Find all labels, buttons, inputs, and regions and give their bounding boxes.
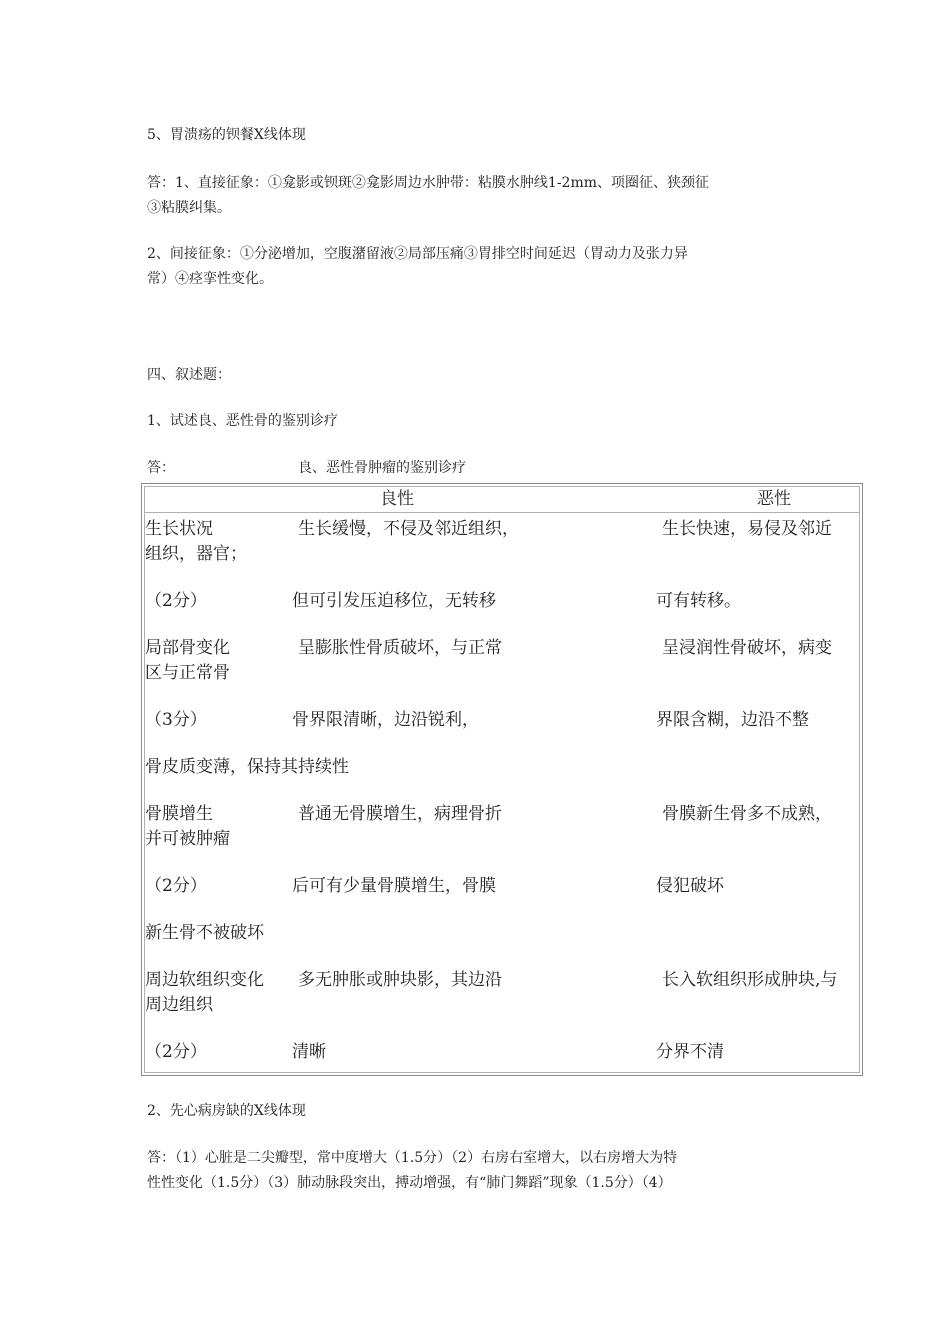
header-benign: 良性 [380,489,414,509]
indirect-signs-line1: 2、间接征象：①分泌增加，空腹潴留液②局部压痛③胃排空时间延迟（胃动力及张力异 [147,246,688,262]
growth-benign-2: 但可引发压迫移位，无转移 [292,591,496,611]
soft-tissue-label: 周边软组织变化 [145,970,264,990]
question1-title: 1、试述良、恶性骨的鉴别诊疗 [147,413,338,429]
soft-tissue-malignant: 长入软组织形成肿块,与 [662,970,838,990]
answer-label: 答： [147,460,175,476]
bone-continuation-2: 骨皮质变薄，保持其持续性 [145,757,349,777]
soft-tissue-continuation: 周边组织 [145,995,213,1015]
growth-score: （2分） [145,591,207,611]
table-header-divider [144,512,860,513]
growth-benign: 生长缓慢，不侵及邻近组织， [298,519,519,539]
indirect-signs-line2: 常）④痉挛性变化。 [147,271,273,287]
soft-tissue-score: （2分） [145,1042,207,1062]
periosteal-continuation-2: 新生骨不被破坏 [145,923,264,943]
question2-answer-line2: 性性变化（1.5分）（3）肺动脉段突出，搏动增强，有“肺门舞蹈”现象（1.5分）（4） [147,1175,672,1191]
table-caption: 良、恶性骨肿瘤的鉴别诊疗 [298,460,466,476]
bone-continuation: 区与正常骨 [145,663,230,683]
direct-signs-line1: 答：1、直接征象：①龛影或钡斑②龛影周边水肿带：粘膜水肿线1-2mm、项圈征、狭颈征 [147,175,710,191]
growth-label: 生长状况 [145,519,213,539]
question2-title: 2、先心病房缺的X线体现 [147,1103,306,1119]
periosteal-benign-2: 后可有少量骨膜增生，骨膜 [292,876,496,896]
growth-malignant: 生长快速，易侵及邻近 [662,519,832,539]
section5-title: 5、胃溃疡的钡餐X线体现 [147,127,306,143]
periosteal-label: 骨膜增生 [145,804,213,824]
periosteal-score: （2分） [145,876,207,896]
header-malignant: 恶性 [757,489,791,509]
soft-tissue-benign: 多无肿胀或肿块影，其边沿 [298,970,502,990]
growth-malignant-2: 可有转移。 [656,591,741,611]
growth-continuation: 组织，器官； [145,544,247,564]
bone-score: （3分） [145,710,207,730]
part4-heading: 四、叙述题： [147,367,231,383]
bone-benign: 呈膨胀性骨质破坏，与正常 [298,638,502,658]
bone-malignant-2: 界限含糊，边沿不整 [656,710,809,730]
bone-malignant: 呈浸润性骨破坏，病变 [662,638,832,658]
soft-tissue-benign-2: 清晰 [292,1042,326,1062]
bone-label: 局部骨变化 [145,638,230,658]
question2-answer-line1: 答：（1）心脏是二尖瓣型，常中度增大（1.5分）（2）右房右室增大，以右房增大为特 [147,1150,678,1166]
periosteal-benign: 普通无骨膜增生，病理骨折 [298,804,502,824]
periosteal-malignant-2: 侵犯破坏 [656,876,724,896]
periosteal-malignant: 骨膜新生骨多不成熟， [662,804,832,824]
soft-tissue-malignant-2: 分界不清 [656,1042,724,1062]
direct-signs-line2: ③粘膜纠集。 [147,200,231,216]
bone-benign-2: 骨界限清晰，边沿锐利， [292,710,479,730]
periosteal-continuation: 并可被肿瘤 [145,829,230,849]
